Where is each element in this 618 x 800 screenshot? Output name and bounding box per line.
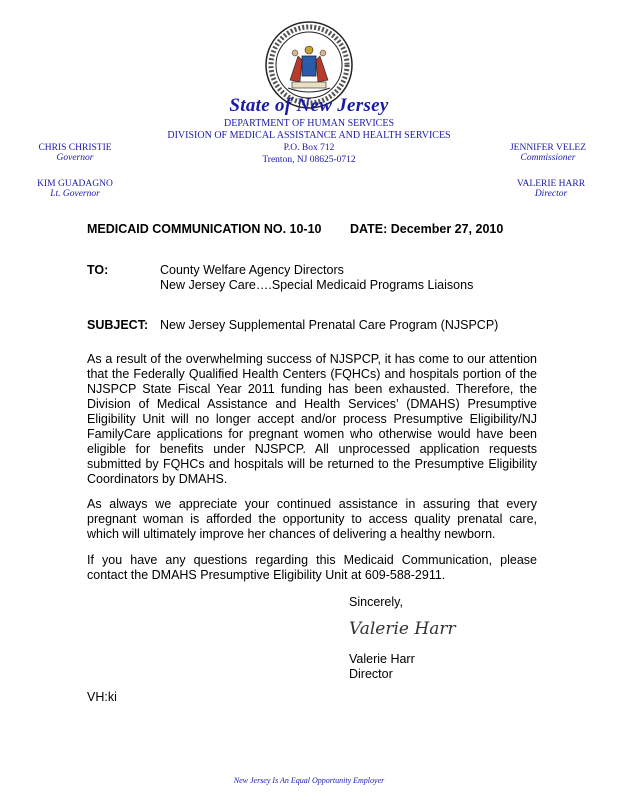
commissioner-block [498, 143, 598, 163]
director-name: VALERIE HARR [516, 179, 586, 189]
state-title: State of New Jersey [229, 95, 389, 116]
city-address: Trenton, NJ 08625-0712 [262, 155, 356, 165]
paragraph-3: If you have any questions regarding this Medicaid Communication, please contact the DMAHS Presumptive Eligibility Unit at 609-588-2911. [87, 553, 537, 582]
signer-title: Director [349, 667, 393, 681]
communication-number: MEDICAID COMMUNICATION NO. 10-10 [87, 222, 322, 236]
governor-name: CHRIS CHRISTIE [38, 143, 112, 153]
division-line: DIVISION OF MEDICAL ASSISTANCE AND HEALTH SERVICES [167, 130, 451, 141]
lt-governor-name: KIM GUADAGNO [37, 179, 113, 189]
governor-block [30, 143, 120, 163]
commissioner-name: JENNIFER VELEZ [509, 143, 587, 153]
director-title: Director [534, 189, 568, 199]
commissioner-title: Commissioner [520, 153, 576, 163]
subject-text: New Jersey Supplemental Prenatal Care Program (NJSPCP) [160, 318, 499, 332]
memo-date: DATE: December 27, 2010 [350, 222, 504, 236]
salutation: Sincerely, [349, 595, 403, 609]
lt-governor-block [28, 179, 122, 199]
signature: Valerie Harr [349, 619, 456, 639]
to-label: TO: [87, 263, 109, 277]
director-block [506, 179, 596, 199]
initials: VH:ki [87, 690, 117, 704]
to-line-2: New Jersey Care….Special Medicaid Programs Liaisons [160, 278, 474, 292]
footer-text: New Jersey Is An Equal Opportunity Employer [233, 776, 385, 785]
paragraph-2: As always we appreciate your continued assistance in assuring that every pregnant woman is afforded the opportunity to access quality prenatal care, which will ultimately improve her chances of delivering a healthy newborn. [87, 497, 537, 541]
paragraph-1: As a result of the overwhelming success of NJSPCP, it has come to our attention that the Federally Qualified Health Centers (FQHCs) and hospitals portion of the NJSPCP State Fiscal Year 2011 funding has been exhausted. Therefore, the Division of Medical Assistance and Health Services’ (DMAHS) Presumptive Eligibility Unit will no longer accept and/or process Presumptive Eligibility/NJ FamilyCare applications for pregnant women who otherwise would have been eligible for benefits under NJSPCP. All unprocessed application requests submitted by FQHCs and hospitals will be returned to the Presumptive Eligibility Coordinators by DMAHS. [87, 352, 537, 486]
governor-title: Governor [56, 153, 94, 163]
to-line-1: County Welfare Agency Directors [160, 263, 344, 277]
signer-name: Valerie Harr [349, 652, 415, 666]
subject-label: SUBJECT: [87, 318, 149, 332]
lt-governor-title: Lt. Governor [50, 189, 100, 199]
po-box: P.O. Box 712 [283, 143, 335, 153]
department-line: DEPARTMENT OF HUMAN SERVICES [223, 118, 394, 129]
